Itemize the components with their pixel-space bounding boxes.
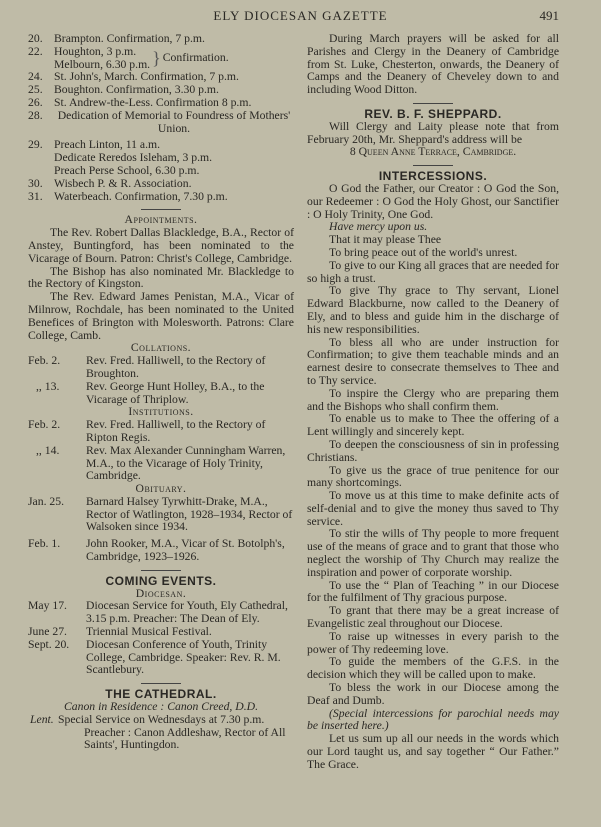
event-row — [28, 46, 294, 72]
coming-event-row — [28, 600, 294, 626]
institution-date: ,, 14. — [36, 443, 60, 457]
obituary-date: Feb. 1. — [28, 537, 61, 551]
gazette-title: ELY DIOCESAN GAZETTE — [213, 8, 388, 23]
collation-date: Feb. 2. — [28, 354, 61, 368]
obituary-row — [28, 496, 294, 534]
march-prayers: During March prayers will be asked for all Parishes and Clergy in the Deanery of Cambridge from St. Luke, Chesterton, onwards, the Deanery of Camps and the Deanery of Cheveley down to and including Wood Ditton. — [307, 32, 559, 97]
obituary-row — [28, 538, 294, 564]
page-header — [0, 8, 601, 28]
event-text: Houghton, 3 p.m. — [54, 44, 137, 58]
intercession-item: To enable us to make to Thee the offering of a Lent willingly and sincerely kept. — [307, 412, 559, 439]
event-text: Confirmation. — [162, 51, 229, 65]
event-date: 30. — [28, 176, 43, 190]
appointment-paragraph: The Rev. Robert Dallas Blackledge, B.A., Rector of Anstey, Buntingford, has been nominated to the Vicarage of Bourn. Patron: Christ's College, Cambridge. — [28, 226, 294, 265]
obituary-heading: Obituary. — [135, 482, 187, 496]
intercession-opening: O God the Father, our Creator : O God the Son, our Redeemer : O God the Holy Ghost, our Sanctifier : O Holy Trinity, One God. — [307, 181, 559, 221]
intercession-item: To give us the grace of true penitence for our many shortcomings. — [307, 463, 559, 490]
lent-row — [28, 714, 294, 727]
event-text: St. John's, March. Confirmation, 7 p.m. — [54, 70, 239, 84]
coming-event-row — [28, 639, 294, 677]
intercession-item: To move us at this time to make definite acts of self-denial and to give the money thus saved to Thy service. — [307, 489, 559, 528]
obituary-date: Jan. 25. — [28, 494, 65, 508]
intercession-item: To use the “ Plan of Teaching ” in our Diocese for the fulfilment of Thy gracious purpose. — [307, 578, 559, 605]
lent-text: Special Service on Wednesdays at 7.30 p.m. — [58, 712, 265, 726]
event-pair-lines — [54, 46, 150, 72]
coming-events-heading: COMING EVENTS. — [105, 573, 217, 588]
event-text: Preach Linton, 11 a.m. — [54, 138, 161, 152]
event-pair — [54, 46, 294, 72]
event-text: Preach Perse School, 6.30 p.m. — [54, 163, 200, 177]
canon-in-residence: Canon in Residence : Canon Creed, D.D. — [63, 700, 258, 714]
intercession-item: To inspire the Clergy who are preparing them and the Bishops who shall confirm them. — [307, 386, 559, 413]
collation-row — [28, 355, 294, 381]
divider — [141, 209, 181, 210]
event-text: Wisbech P. & R. Association. — [54, 176, 192, 190]
event-row — [28, 165, 294, 178]
obituary-text: Barnard Halsey Tyrwhitt-Drake, M.A., Rector of Watlington, 1928–1934, Rector of Walsoken since 1934. — [86, 494, 293, 534]
event-text: Waterbeach. Confirmation, 7.30 p.m. — [54, 189, 228, 203]
intercessions-heading: INTERCESSIONS. — [378, 169, 488, 184]
diocesan-subheading: Diocesan. — [135, 586, 187, 600]
coming-event-text: Triennial Musical Festival. — [86, 625, 212, 639]
cathedral-heading: THE CATHEDRAL. — [105, 687, 217, 702]
intercession-item: To raise up witnesses in every parish to the power of Thy redeeming love. — [307, 629, 559, 656]
intercession-item: To grant that there may be a great increase of Evangelistic zeal throughout our Diocese. — [307, 604, 559, 631]
obituary-text: John Rooker, M.A., Vicar of St. Botolph's, Cambridge, 1923–1926. — [86, 537, 285, 564]
event-date: 26. — [28, 95, 43, 109]
event-date: 22. — [28, 44, 43, 58]
event-date — [28, 152, 54, 165]
intercession-item: To guide the members of the G.F.S. in the decision which they will be called upon to make. — [307, 655, 559, 682]
event-row — [28, 191, 294, 204]
event-text: Dedicate Reredos Isleham, 3 p.m. — [54, 151, 213, 165]
collation-row — [28, 381, 294, 407]
institution-row — [28, 419, 294, 445]
intercession-response: Have mercy upon us. — [329, 220, 428, 234]
institutions-heading: Institutions. — [128, 405, 194, 419]
left-column — [28, 33, 294, 752]
collations-heading: Collations. — [130, 341, 192, 355]
event-text: Dedication of Memorial to Foundress of Mothers' Union. — [57, 108, 291, 135]
page-number: 491 — [539, 8, 559, 23]
event-row — [28, 97, 294, 110]
intercession-item: To stir the wills of Thy people to more frequent use of the means of grace and to grant that those who neglect the worship of Thy Church may realize the inspiration and power of corporate worship. — [307, 527, 559, 579]
appointment-paragraph: The Bishop has also nominated Mr. Blackledge to the Rectory of Kingston. — [28, 264, 294, 291]
event-row — [28, 178, 294, 191]
coming-event-text: Diocesan Conference of Youth, Trinity College, Cambridge. Speaker: Rev. R. M. Scantlebury. — [86, 637, 281, 677]
coming-event-row — [28, 626, 294, 639]
collation-text: Rev. George Hunt Holley, B.A., to the Vicarage of Thriplow. — [86, 379, 265, 406]
sheppard-address: 8 Queen Anne Terrace, Cambridge. — [349, 145, 517, 159]
lent-preacher: Preacher : Canon Addleshaw, Rector of All Saints', Huntingdon. — [84, 725, 286, 752]
event-date: 29. — [28, 138, 43, 152]
intercession-item: To give Thy grace to Thy servant, Lionel Edward Blackburne, now called to the Deanery of Ely, and to bless and guide him in the discharge of his new responsibilities. — [307, 284, 559, 336]
coming-event-date: May 17. — [28, 599, 67, 613]
appointment-paragraph: The Rev. Edward James Penistan, M.A., Vicar of Milnrow, Rochdale, has been nominated to the United Benefices of Brington with Molesworth. Patrons: Clare College, Camb. — [28, 290, 294, 342]
intercession-list — [307, 247, 559, 708]
event-date: 20. — [28, 32, 43, 45]
institution-text: Rev. Max Alexander Cunningham Warren, M.A., to the Vicarage of Holy Trinity, Cambridge. — [86, 443, 286, 483]
intercession-item: To deepen the consciousness of sin in professing Christians. — [307, 437, 559, 464]
event-text: St. Andrew-the-Less. Confirmation 8 p.m. — [54, 95, 252, 109]
event-date — [28, 165, 54, 178]
collation-date: ,, 13. — [36, 379, 60, 393]
intercession-item: To bless the work in our Diocese among the Deaf and Dumb. — [307, 681, 559, 707]
special-intercessions-note: (Special intercessions for parochial needs may be inserted here.) — [307, 706, 559, 733]
divider — [141, 570, 181, 571]
divider — [141, 683, 181, 684]
sheppard-notice: Will Clergy and Laity please note that from February 20th, Mr. Sheppard's address will be — [307, 119, 559, 146]
event-row — [28, 110, 294, 136]
event-date: 28. — [28, 108, 43, 122]
coming-event-text: Diocesan Service for Youth, Ely Cathedral, 3.15 p.m. Preacher: The Dean of Ely. — [86, 599, 288, 626]
events-list — [28, 33, 294, 203]
intercession-please: That it may please Thee — [329, 233, 442, 247]
event-date: 24. — [28, 70, 43, 84]
intercession-item: To bless all who are under instruction for Confirmation; to give them teachable minds and an earnest desire to consecrate themselves to Thee and to Thy service. — [307, 335, 559, 387]
divider — [413, 103, 453, 104]
event-text: Brampton. Confirmation, 7 p.m. — [54, 32, 205, 45]
brace-symbol: } — [152, 48, 161, 69]
event-date: 25. — [28, 83, 43, 97]
coming-event-date: Sept. 20. — [28, 637, 70, 651]
event-date: 31. — [28, 189, 43, 203]
collation-text: Rev. Fred. Halliwell, to the Rectory of Broughton. — [86, 354, 266, 380]
institution-row — [28, 445, 294, 483]
coming-event-date: June 27. — [28, 625, 67, 639]
event-text: Melbourn, 6.30 p.m. — [54, 57, 151, 71]
intercession-closing: Let us sum up all our needs in the words which our Lord taught us, and say together “ Our Father.” The Grace. — [307, 732, 559, 771]
appointments-heading: Appointments. — [124, 213, 198, 227]
institution-text: Rev. Fred. Halliwell, to the Rectory of Ripton Regis. — [86, 418, 266, 444]
institution-date: Feb. 2. — [28, 418, 61, 432]
lent-label: Lent. — [30, 712, 54, 726]
intercession-item: To bring peace out of the world's unrest. — [329, 245, 518, 259]
divider — [413, 165, 453, 166]
sheppard-heading: REV. B. F. SHEPPARD. — [364, 106, 502, 121]
intercession-item: To give to our King all graces that are needed for so high a trust. — [307, 258, 559, 285]
event-text: Boughton. Confirmation, 3.30 p.m. — [54, 83, 219, 97]
right-column — [307, 33, 559, 772]
